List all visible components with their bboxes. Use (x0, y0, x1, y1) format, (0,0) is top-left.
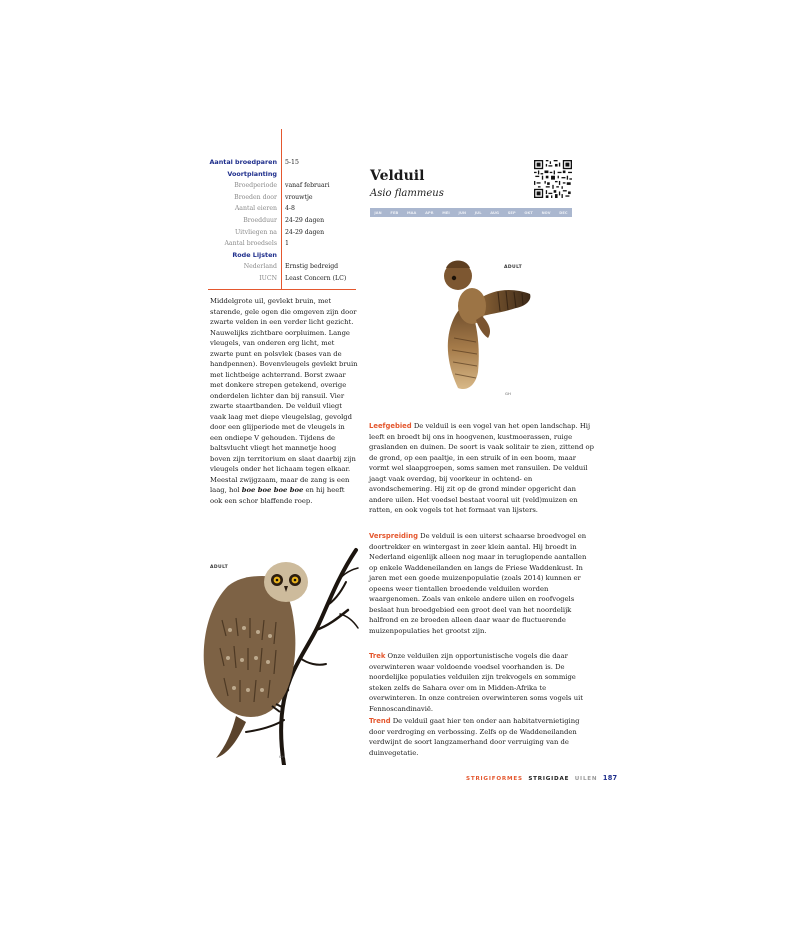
facts-row (150, 203, 356, 215)
month-label: NOV (541, 210, 551, 215)
fact-key: Aantal eieren (234, 205, 277, 213)
fact-value: 1 (285, 240, 289, 248)
flight-photo-credit: GH (505, 391, 511, 396)
facts-row (150, 227, 356, 239)
scientific-name: Asio flammeus (370, 188, 444, 199)
section-text: De velduil is een vogel van het open landschap. Hij leeft en broedt bij ons in hoogvenen, kustmoerassen, ruige graslanden en duinen. De soort is vaak solitair te zien, zittend op de grond, op een paaltje, in een struik of in een boom, maar vormt wel slaapgroepen, soms samen met ransuilen. De velduil jaagt vaak overdag, bij voorkeur in ochtend- en avondschemering. Hij zit op de grond minder opgericht dan andere uilen. Het voedsel bestaat vooral uit (veld)muizen en ratten, en ook vogels tot het formaat van lijsters. (369, 422, 594, 514)
section-trend (369, 716, 595, 758)
description-text-end: en hij heeft ook een schor blaffende roep. (210, 486, 345, 505)
facts-row (150, 261, 356, 273)
fact-value: 5-15 (285, 159, 299, 166)
facts-row (150, 238, 356, 250)
month-label: APR (425, 210, 434, 215)
month-label: JUN (458, 210, 467, 215)
month-label: DEC (559, 210, 568, 215)
fact-value: 24-29 dagen (285, 216, 325, 224)
fact-key: Aantal broedparen (209, 158, 277, 166)
fact-value: vanaf februari (285, 182, 330, 190)
month-label: JUL (474, 210, 482, 215)
description-text: Middelgrote uil, gevlekt bruin, met starende, gele ogen die omgeven zijn door zwarte velden in een verder licht gezicht. Nauwelijks zichtbare oorpluimen. Lange vleugels, van onderen erg licht, met zwarte punt en polsvlek (bases van de handpennen). Bovenvleugels gevlekt bruin met lichtbeige achterrand. Borst zwaar met donkere strepen getekend, overige onderdelen lichter dan bij ransuil. Vier zwarte staartbanden. De velduil vliegt vaak laag met diepe vleugelslag, gevolgd door een glijperiode met de vleugels in een ondiepe V gehouden. Tijdens de baltsvlucht vliegt het mannetje hoog boven zijn territorium en slaat daarbij zijn vleugels onder het lichaam tegen elkaar. Meestal zwijgzaam, maar de zang is een laag, hol (210, 297, 358, 494)
month-label: OKT (524, 210, 533, 215)
perched-photo-label: ADULT (210, 565, 229, 570)
month-label: MEI (442, 210, 450, 215)
horizontal-divider (208, 289, 356, 290)
fact-value: vrouwtje (285, 193, 313, 201)
fact-key: Broedperiode (234, 182, 277, 190)
flight-photo-label: ADULT (504, 265, 523, 270)
footer-family: STRIGIDAE (528, 776, 570, 782)
page-footer (466, 774, 617, 782)
section-heading: Verspreiding (369, 532, 418, 540)
facts-row (150, 192, 356, 204)
section-trek (369, 651, 595, 714)
fact-key: Voortplanting (227, 169, 277, 178)
fact-key: Uitvliegen na (234, 228, 277, 236)
section-text: De velduil gaat hier ten onder aan habitatvernietiging door verdroging en verbossing. Zelfs op de Waddeneilanden verdwijnt de soort langzamerhand door verruiging van de duinvegetatie. (369, 717, 580, 757)
fact-value (285, 250, 356, 262)
fact-value: Least Concern (LC) (285, 274, 347, 282)
month-label: MAA (406, 210, 417, 215)
section-heading: Trek (369, 652, 386, 660)
owl-in-flight-image (432, 254, 534, 396)
fact-value (285, 169, 356, 181)
month-label: JAN (374, 210, 382, 215)
facts-row (150, 180, 356, 192)
section-text: De velduil is een uiterst schaarse broedvogel en doortrekker en wintergast in zeer klein aantal. Hij broedt in Nederland eigenlijk alleen nog maar in teruglopende aantallen op enkele Waddeneilanden en langs de Friese Waddenkust. In jaren met een goede muizenpopulatie (zoals 2014) kunnen er opeens weer tientallen broedende velduilen worden waargenomen. Zoals van enkele andere uilen en roofvogels beslaat hun broedgebied een groot deel van het noordelijk halfrond en ze broeden alleen daar waar de fluctuerende muizenpopulaties het grootst zijn. (369, 532, 587, 635)
fact-key: Aantal broedsels (224, 240, 277, 248)
call-text: boe boe boe boe (241, 486, 304, 494)
perched-owl-image (176, 540, 360, 765)
section-heading: Trend (369, 717, 391, 725)
page-number: 187 (602, 774, 618, 782)
species-title: Velduil (370, 168, 425, 184)
section-text: Onze velduilen zijn opportunistische vogels die daar overwinteren waar voldoende voedsel voorhanden is. De noordelijke populaties velduilen zijn trekvogels en sommige steken zelfs de Sahara over om in Midden-Afrika te overwinteren. In onze contreien overwinteren soms vogels uit Fennoscandinavië. (369, 652, 583, 713)
facts-table (150, 157, 356, 285)
section-leefgebied (369, 421, 595, 516)
month-bar (370, 208, 572, 217)
footer-group: UILEN (574, 776, 598, 782)
facts-row (150, 250, 356, 262)
fact-key: Nederland (243, 263, 277, 271)
fact-value: 24-29 dagen (285, 228, 325, 236)
month-label: AUG (490, 210, 500, 215)
facts-row (150, 215, 356, 227)
fact-key: Rode Lijsten (232, 250, 277, 259)
section-heading: Leefgebied (369, 422, 412, 430)
month-label: SEP (507, 210, 516, 215)
fact-value: Ernstig bedreigd (285, 263, 339, 271)
fact-value: 4-8 (285, 205, 295, 213)
facts-row (150, 273, 356, 285)
species-description (210, 296, 358, 506)
fact-key: IUCN (259, 274, 277, 282)
facts-row (150, 169, 356, 181)
qr-code-icon (534, 160, 572, 198)
perched-photo-credit: GH (279, 754, 285, 759)
fact-key: Broedduur (243, 216, 277, 224)
section-verspreiding (369, 531, 595, 636)
fact-key: Broeden door (234, 193, 277, 201)
footer-order: STRIGIFORMES (466, 776, 523, 782)
facts-row (150, 157, 356, 169)
month-label: FEB (390, 210, 399, 215)
